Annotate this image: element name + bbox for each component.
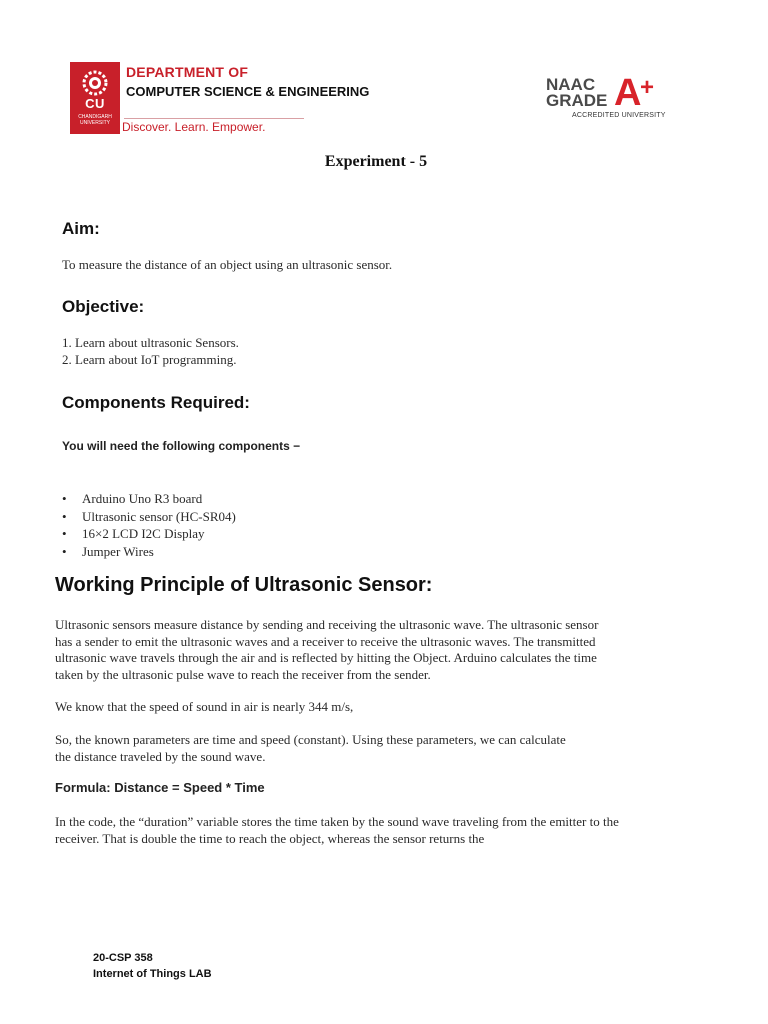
formula-text: Formula: Distance = Speed * Time [55,780,265,795]
parameters-paragraph [55,732,566,765]
logo-university-name: CHANDIGARH UNIVERSITY [78,114,112,126]
paragraph-line: In the code, the “duration” variable stores the time taken by the sound wave traveling from the emitter to the [55,814,619,829]
experiment-title: Experiment - 5 [324,153,428,170]
objective-list [62,335,239,368]
department-heading: DEPARTMENT OF [126,64,249,80]
aim-text: To measure the distance of an object using an ultrasonic sensor. [62,257,393,272]
paragraph-line: Ultrasonic sensors measure distance by sending and receiving the ultrasonic wave. The ultrasonic sensor [55,617,599,632]
tagline: Discover. Learn. Empower. [122,120,266,134]
paragraph-line: has a sender to emit the ultrasonic waves and a receiver to receive the ultrasonic waves. The transmitted [55,633,596,649]
tagline-divider [124,118,304,119]
department-name: COMPUTER SCIENCE & ENGINEERING [126,84,370,99]
course-code: 20-CSP 358 [93,952,153,964]
objective-item: 2. Learn about IoT programming. [62,351,237,367]
list-item: • 16×2 LCD I2C Display [56,526,236,544]
naac-grade-label: GRADE [546,91,608,110]
aim-heading: Aim: [62,219,100,238]
paragraph-line: So, the known parameters are time and speed (constant). Using these parameters, we can calculate [55,732,566,747]
paragraph-line: ultrasonic wave travels through the air and is reflected by hitting the Object. Arduino calculates the time [55,650,597,665]
code-explanation-paragraph [55,814,619,847]
naac-badge [546,72,666,124]
logo-letters: CU [85,96,105,111]
naac-grade-letter: A [614,72,642,114]
list-item: • Arduino Uno R3 board [56,491,236,509]
paragraph-line: the distance traveled by the sound wave. [55,748,266,764]
naac-label: NAAC [546,75,596,94]
naac-grade-plus: + [640,74,655,101]
naac-accredited-label: ACCREDITED UNIVERSITY [572,112,666,119]
objective-item: 1. Learn about ultrasonic Sensors. [62,335,239,350]
course-name: Internet of Things LAB [93,968,212,980]
components-list [56,491,236,561]
cu-logo [70,62,120,134]
components-note: You will need the following components − [62,439,301,453]
page-footer [93,950,212,982]
list-item: • Ultrasonic sensor (HC-SR04) [56,509,236,527]
list-item: • Jumper Wires [56,544,236,562]
paragraph-line: taken by the ultrasonic pulse wave to reach the receiver from the sender. [55,666,431,682]
speed-of-sound-text: We know that the speed of sound in air is nearly 344 m/s, [55,699,354,714]
paragraph-line: receiver. That is double the time to reach the object, whereas the sensor returns the [55,830,485,846]
objective-heading: Objective: [62,297,145,316]
working-principle-paragraph [55,617,598,683]
components-heading: Components Required: [62,393,250,412]
working-principle-heading: Working Principle of Ultrasonic Sensor: [55,574,433,596]
